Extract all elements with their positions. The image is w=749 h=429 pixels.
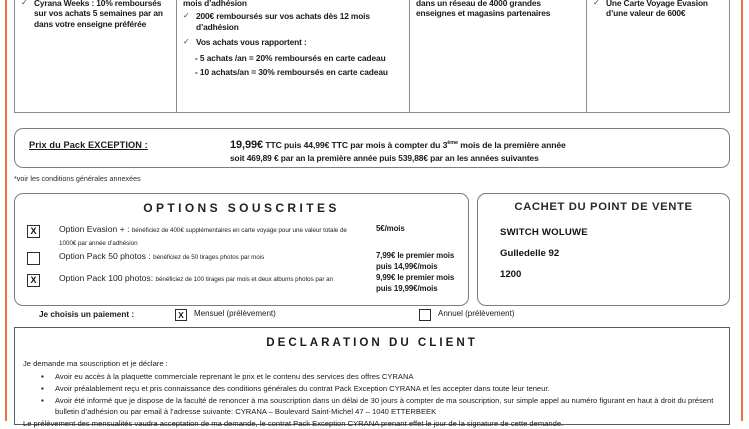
checkmark-icon: ✓ (21, 0, 28, 7)
price-footnote: *voir les conditions générales annexées (14, 174, 141, 183)
bullet-icon: ▪ (41, 371, 44, 381)
option-description: bénéficiez de 100 tirages par mois et deux albums photos par an (155, 276, 333, 283)
declaration-bullet (23, 383, 723, 394)
price-amount: 19,99€ (230, 138, 264, 151)
price-box (14, 128, 730, 168)
price-line-1-rest: TTC puis 44,99€ TTC par mois à compter du 3 (263, 139, 448, 150)
bullet-icon: ▪ (41, 395, 44, 405)
benefits-column-4 (586, 0, 730, 113)
cachet-store-name: SWITCH WOLUWE (500, 227, 588, 238)
option-price-line-2: puis 19,99€/mois (376, 283, 438, 293)
price-ordinal-suffix: ème (447, 140, 458, 146)
price-line-1 (230, 137, 720, 152)
option-description: bénéficiez de 50 tirages photos par mois (153, 254, 265, 261)
page-frame-left-rail (5, 0, 7, 421)
benefit-item (593, 0, 724, 19)
benefit-partial-text: dans un réseau de 4000 grandes enseignes et magasins partenaires (416, 0, 551, 19)
benefit-text: 200€ remboursés sur vos achats dès 12 mois d’adhésion (196, 11, 370, 32)
benefit-text: Une Carte Voyage Evasion d’une valeur de 600€ (606, 0, 708, 19)
option-name: Option Pack 100 photos: (59, 273, 156, 283)
option-price (376, 273, 476, 295)
declaration-title: DECLARATION DU CLIENT (266, 336, 478, 349)
option-text (59, 251, 349, 264)
benefit-subitem: - 10 achats/an = 30% remboursés en carte cadeau (195, 67, 388, 78)
benefit-text: Cyrana Weeks : 10% remboursés sur vos achats 5 semaines par an dans votre enseigne préférée (34, 0, 163, 29)
option-price-line-1: 7,99€ le premier mois (376, 251, 455, 260)
declaration-intro: Je demande ma souscription et je déclare : (23, 359, 168, 368)
benefits-table (14, 0, 730, 113)
bullet-icon: ▪ (41, 383, 44, 393)
option-price-line-1: 9,99€ le premier mois (376, 273, 455, 282)
benefit-partial-text: mois d’adhésion (183, 0, 247, 8)
option-description: bénéficiez de 400€ supplémentaires en carte voyage pour une valeur totale de 1000€ par année d’adhésion (59, 227, 347, 247)
option-name: Option Evasion + : (59, 224, 132, 234)
client-declaration-box (14, 327, 730, 428)
payment-choice-row (0, 309, 749, 325)
price-label: Prix du Pack EXCEPTION : (29, 140, 148, 150)
option-checkbox-pack-100-photos[interactable]: X (27, 274, 40, 287)
option-text (59, 224, 349, 249)
declaration-bullet (23, 395, 723, 417)
payment-option-annual-label: Annuel (prélèvement) (438, 309, 515, 318)
options-title: OPTIONS SOUSCRITES (143, 201, 340, 215)
payment-checkbox-monthly[interactable]: X (175, 309, 187, 321)
cachet-title: CACHET DU POINT DE VENTE (514, 201, 693, 213)
payment-option-monthly-label: Mensuel (prélèvement) (194, 309, 276, 318)
payment-choice-label: Je choisis un paiement : (39, 310, 135, 319)
declaration-bullet-text: Avoir eu accès à la plaquette commerciale reprenant le prix et le contenu des services des offres CYRANA (55, 372, 414, 381)
declaration-bullet-text: Avoir été informé que je dispose de la faculté de renoncer à ma souscription dans un délai de 30 jours à compter de ma souscription, sur simple appel au numéro figurant en haut à droit du présent bulletin d’adhésion ou par email à l’adresse suivante: CYRANA – Boulevard Saint-Michel 47 – 1040 ETTERBEEK (55, 396, 714, 416)
declaration-bullet-text: Avoir préalablement reçu et pris connaissance des conditions générales du contrat Pack Exception CYRANA et les accepter dans toute leur teneur. (55, 384, 550, 393)
option-checkbox-pack-50-photos[interactable] (27, 252, 40, 265)
option-checkbox-evasion-plus[interactable]: X (27, 225, 40, 238)
price-line-2: soit 469,89 € par an la première année puis 539,88€ par an les années suivantes (230, 152, 539, 163)
checkmark-icon: ✓ (183, 37, 190, 47)
benefits-column-3 (409, 0, 586, 113)
declaration-bullet (23, 371, 723, 382)
benefits-column-1 (15, 0, 176, 113)
benefit-item (183, 37, 403, 47)
checkmark-icon: ✓ (183, 11, 190, 21)
cachet-store-address: Gulledelle 92 (500, 248, 560, 259)
option-name: Option Pack 50 photos : (59, 251, 154, 261)
options-box (14, 193, 469, 306)
price-lines (230, 137, 720, 165)
option-price (376, 251, 476, 273)
option-price-line-2: puis 14,99€/mois (376, 261, 438, 271)
page-frame-right-rail (741, 0, 743, 421)
payment-checkbox-annual[interactable] (419, 309, 431, 321)
benefit-item (183, 11, 403, 32)
point-of-sale-stamp-box (477, 193, 730, 306)
benefit-subitem: - 5 achats /an = 20% remboursés en carte cadeau (195, 52, 386, 63)
declaration-outro: Le prélèvement des mensualités vaudra acceptation de ma demande, le contrat Pack Exception CYRANA prenant effet le jour de la signature de cette demande. (23, 419, 564, 428)
benefit-text: Vos achats vous rapportent : (196, 37, 307, 48)
option-price-line-1: 5€/mois (376, 224, 405, 233)
price-line-1-tail: mois de la première année (458, 139, 566, 150)
checkmark-icon: ✓ (593, 0, 600, 7)
benefits-column-2 (176, 0, 409, 113)
benefit-item (21, 0, 170, 29)
option-price (376, 224, 476, 235)
cachet-store-postcode: 1200 (500, 269, 522, 280)
declaration-body (23, 358, 723, 429)
option-text (59, 273, 349, 286)
